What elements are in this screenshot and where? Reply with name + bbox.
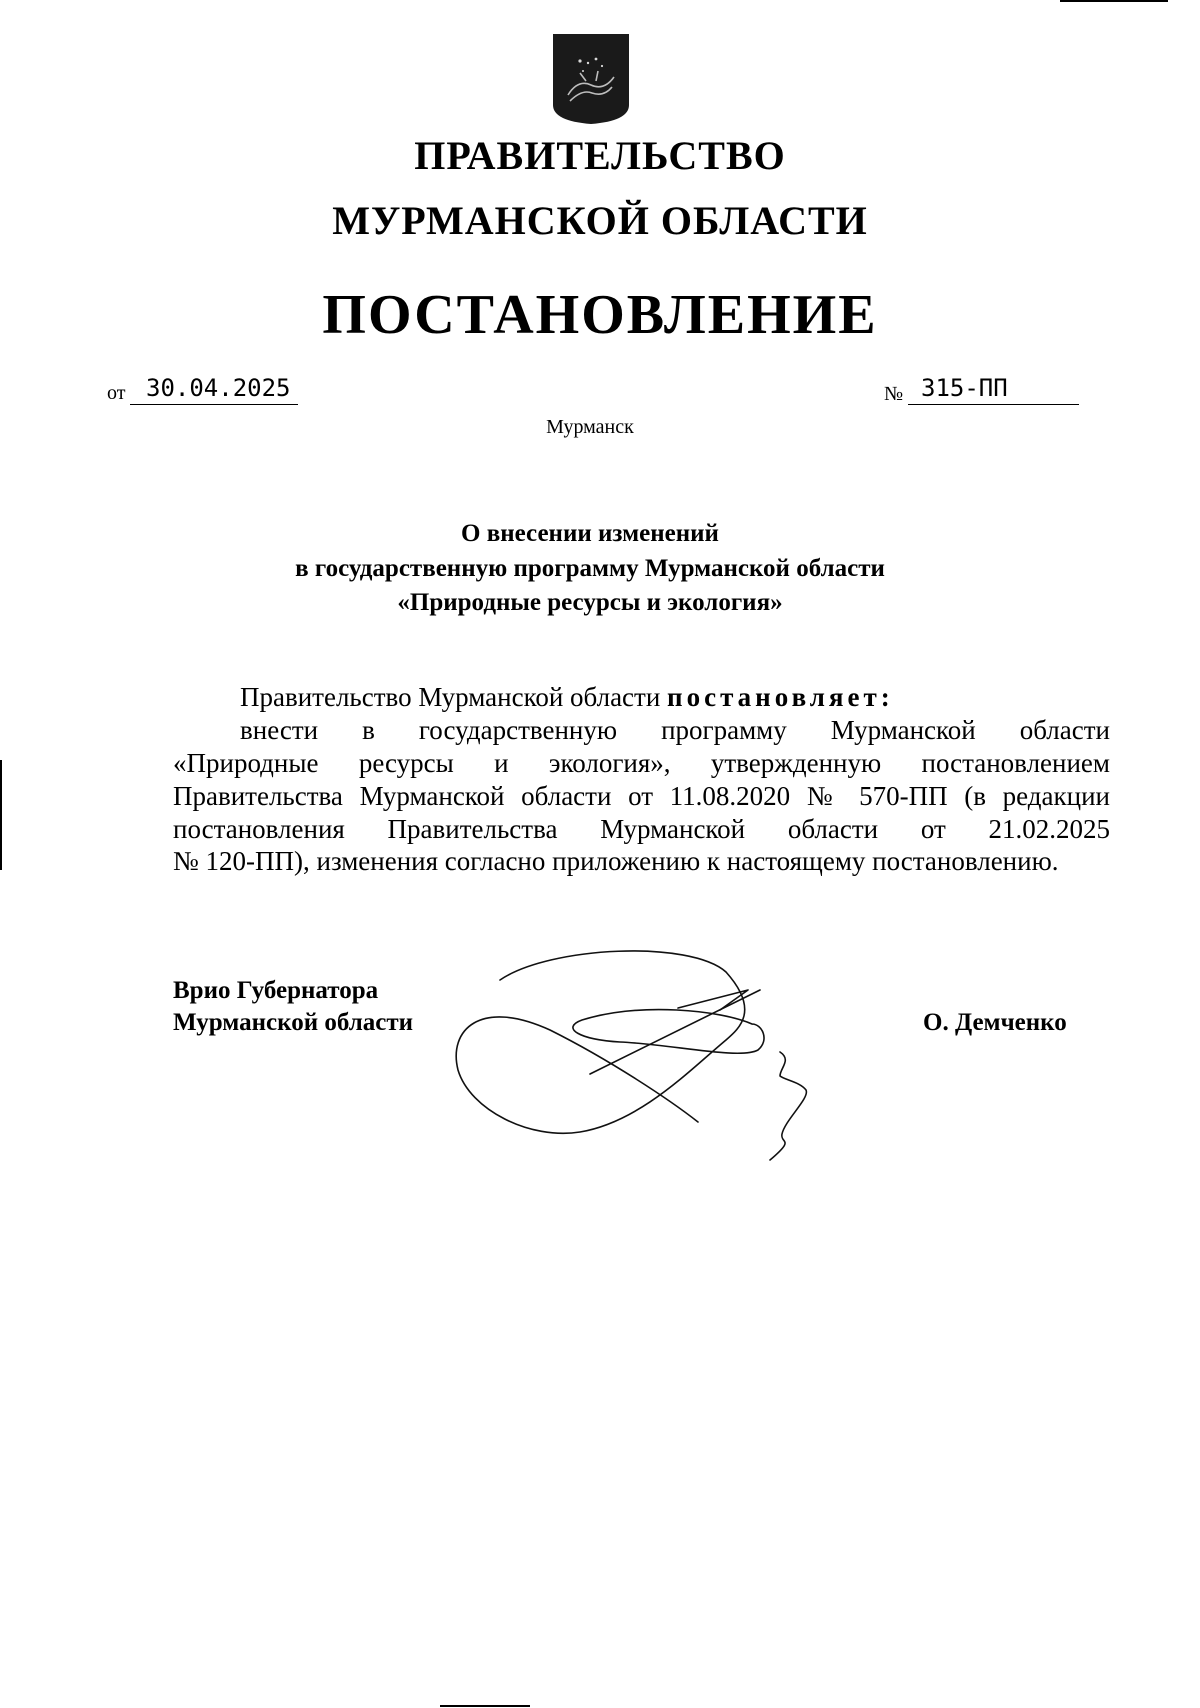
- document-title-line-2: в государственную программу Мурманской области: [295, 555, 885, 582]
- scan-artifact-top: [1060, 0, 1168, 2]
- date-underline: [130, 404, 298, 405]
- body-intro-emphasis: постановляет:: [667, 682, 894, 712]
- handwritten-signature: [440, 950, 850, 1170]
- document-date: 30.04.2025: [146, 374, 291, 402]
- document-number: 315-ПП: [921, 374, 1008, 402]
- number-prefix: №: [884, 383, 904, 405]
- signer-position-line-1: Врио Губернатора: [173, 977, 379, 1004]
- date-prefix: от: [107, 382, 126, 404]
- body-line-3: Правительства Мурманской области от 11.08.2020 № 570-ПП (в редакции: [173, 781, 1110, 811]
- body-intro-text: Правительство Мурманской области: [240, 682, 668, 712]
- organization-name-line-2: МУРМАНСКОЙ ОБЛАСТИ: [332, 198, 868, 243]
- scan-artifact-left: [0, 760, 2, 870]
- body-line-5: № 120-ПП), изменения согласно приложению к настоящему постановлению.: [173, 846, 1059, 876]
- document-title-line-3: «Природные ресурсы и экология»: [397, 589, 783, 616]
- document-type-heading: ПОСТАНОВЛЕНИЕ: [322, 284, 878, 346]
- city-name: Мурманск: [546, 416, 634, 438]
- body-intro: [240, 684, 894, 711]
- coat-of-arms-icon: [552, 33, 630, 125]
- body-line-2: «Природные ресурсы и экология», утвержденную постановлением: [173, 748, 1110, 778]
- signer-name: О. Демченко: [923, 1009, 1067, 1036]
- body-line-4: постановления Правительства Мурманской области от 21.02.2025: [173, 814, 1110, 844]
- scan-artifact-bottom: [440, 1705, 530, 1707]
- body-line-1: внести в государственную программу Мурманской области: [240, 715, 1110, 745]
- organization-name-line-1: ПРАВИТЕЛЬСТВО: [414, 133, 786, 178]
- document-title-line-1: О внесении изменений: [461, 520, 719, 547]
- number-underline: [908, 404, 1079, 405]
- signer-position-line-2: Мурманской области: [173, 1009, 414, 1036]
